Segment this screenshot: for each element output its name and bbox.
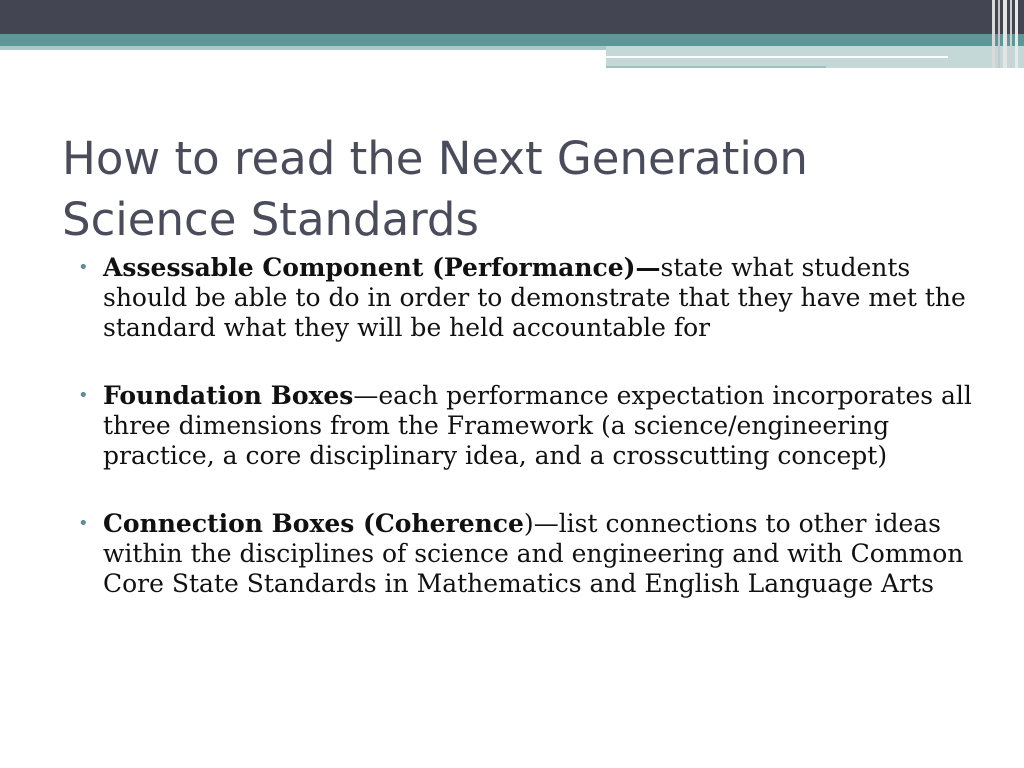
header-band-light	[0, 46, 606, 50]
decorative-stripe	[992, 0, 995, 68]
decorative-stripe	[1010, 0, 1012, 68]
decorative-stripe	[1003, 0, 1007, 68]
bullet-term: Assessable Component (Performance)—	[103, 253, 661, 282]
bullet-list	[78, 253, 978, 637]
bullet-dot-icon: •	[78, 513, 89, 534]
bullet-text: state what students should be able to do in order to demonstrate that they have met the standard what they will be held accountable for	[103, 253, 966, 342]
bullet-dot-icon: •	[78, 257, 89, 278]
bullet-term: Connection Boxes (Coherence	[103, 509, 524, 538]
header-band-teal	[0, 34, 1024, 46]
decorative-stripe	[998, 0, 1000, 68]
bullet-item-connection-boxes	[78, 509, 978, 599]
header-band-right-line	[606, 56, 948, 58]
slide-title: How to read the Next Generation Science Standards	[62, 132, 808, 246]
bullet-item-assessable-component	[78, 253, 978, 343]
bullet-term: Foundation Boxes	[103, 381, 354, 410]
bullet-text: —each performance expectation incorporates all three dimensions from the Framework (a science/engineering practice, a core disciplinary idea, and a crosscutting concept)	[103, 381, 972, 470]
bullet-text: —list connections to other ideas within the disciplines of science and engineering and with Common Core State Standards in Mathematics and English Language Arts	[103, 509, 964, 598]
bullet-dot-icon: •	[78, 385, 89, 406]
decorative-stripe	[1015, 0, 1018, 68]
header-band-dark	[0, 0, 1024, 34]
bullet-item-foundation-boxes	[78, 381, 978, 471]
header-band-right-thin	[606, 66, 826, 68]
bullet-term-suffix: )	[523, 509, 534, 538]
